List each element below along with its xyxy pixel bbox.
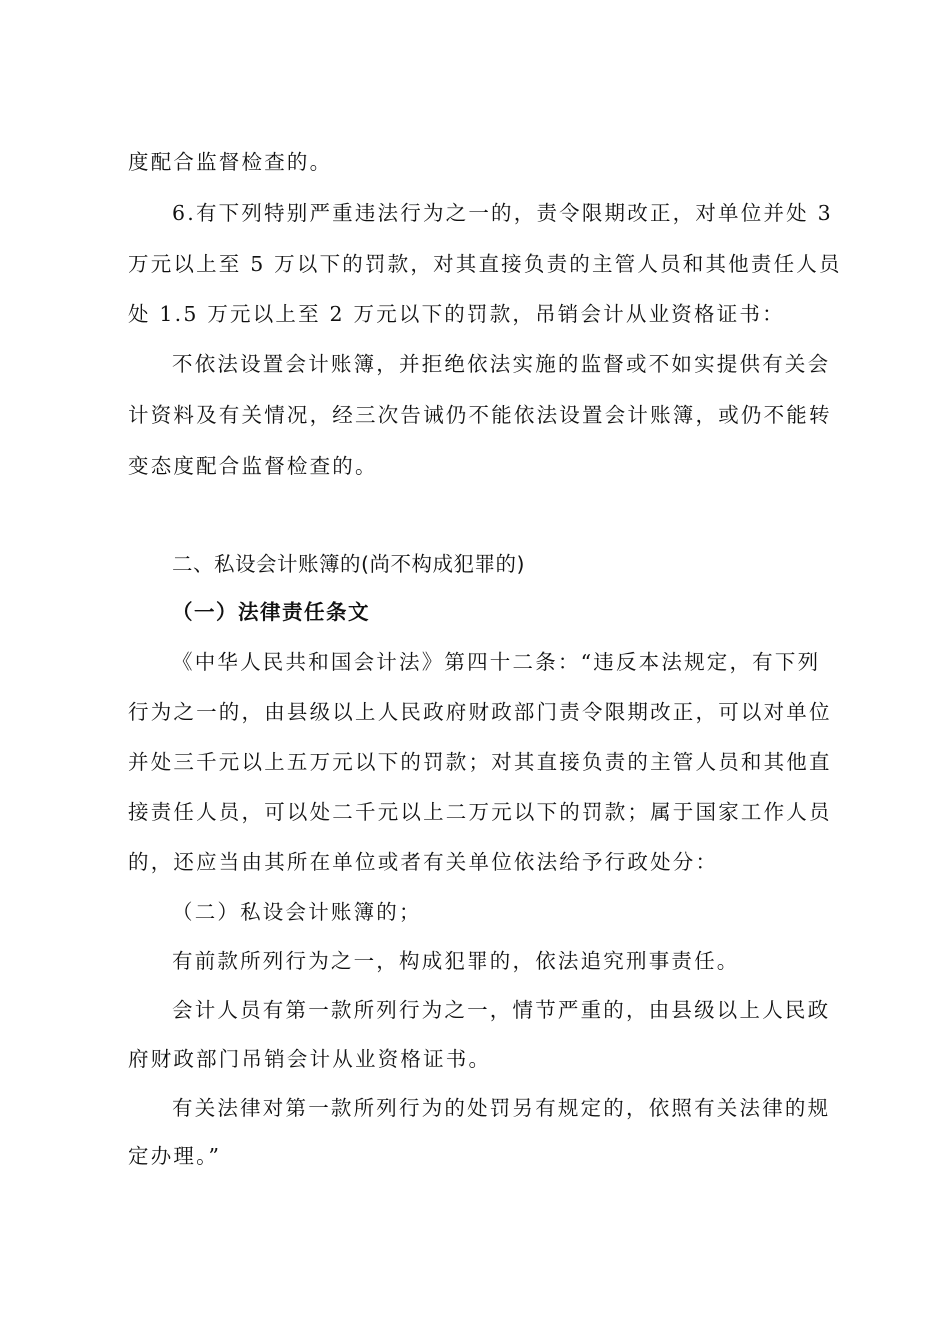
section-heading: 二、私设会计账簿的(尚不构成犯罪的): [172, 552, 525, 576]
text-line: 计资料及有关情况，经三次告诫仍不能依法设置会计账簿，或仍不能转: [128, 403, 832, 427]
text-line: 处 1.5 万元以上至 2 万元以下的罚款，吊销会计从业资格证书：: [128, 302, 785, 326]
text-line: 有前款所列行为之一，构成犯罪的，依法追究刑事责任。: [172, 949, 740, 973]
text-line: 会计人员有第一款所列行为之一，情节严重的，由县级以上人民政: [172, 998, 831, 1022]
text-line: 不依法设置会计账簿，并拒绝依法实施的监督或不如实提供有关会: [172, 352, 831, 376]
text-line: （二）私设会计账簿的；: [172, 900, 422, 924]
subsection-heading: （一）法律责任条文: [172, 600, 370, 624]
text-line: 度配合监督检查的。: [128, 150, 333, 174]
text-line: 6.有下列特别严重违法行为之一的，责令限期改正，对单位并处 3: [172, 201, 833, 225]
text-line: 接责任人员，可以处二千元以上二万元以下的罚款；属于国家工作人员: [128, 800, 832, 824]
text-line: 行为之一的，由县级以上人民政府财政部门责令限期改正，可以对单位: [128, 700, 832, 724]
text-line: 万元以上至 5 万以下的罚款，对其直接负责的主管人员和其他责任人员: [128, 252, 842, 276]
text-line: 《中华人民共和国会计法》第四十二条：“违反本法规定，有下列: [172, 650, 821, 674]
text-line: 府财政部门吊销会计从业资格证书。: [128, 1047, 492, 1071]
text-line: 的，还应当由其所在单位或者有关单位依法给予行政处分：: [128, 850, 719, 874]
text-line: 定办理。”: [128, 1144, 222, 1168]
text-line: 并处三千元以上五万元以下的罚款；对其直接负责的主管人员和其他直: [128, 750, 832, 774]
text-line: 有关法律对第一款所列行为的处罚另有规定的，依照有关法律的规: [172, 1096, 831, 1120]
text-line: 变态度配合监督检查的。: [128, 454, 378, 478]
